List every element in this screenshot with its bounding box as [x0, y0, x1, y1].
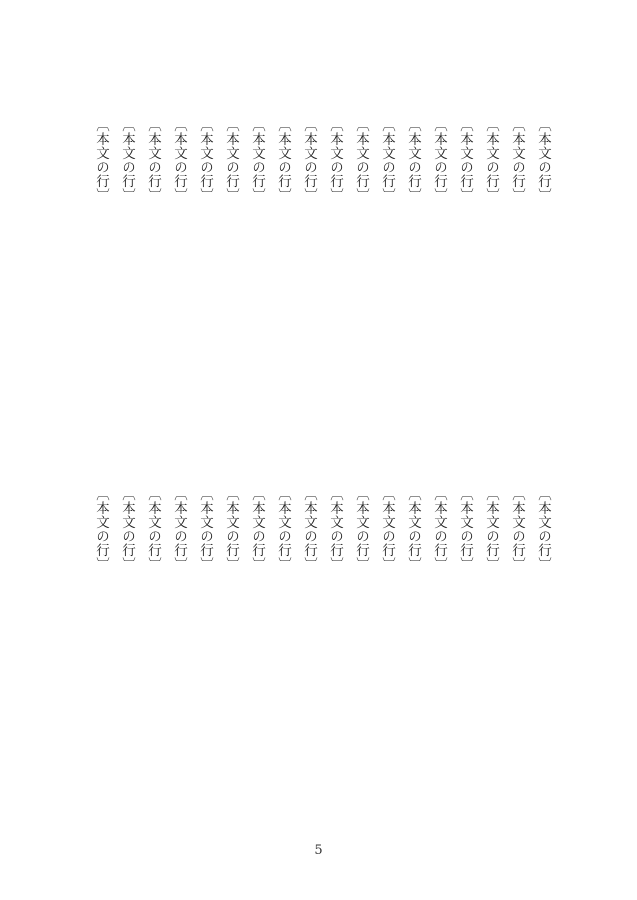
- text-line: 〔本文の行〕: [483, 118, 499, 202]
- text-line: 〔本文の行〕: [249, 118, 265, 202]
- text-line: 〔本文の行〕: [405, 487, 421, 571]
- text-line: 〔本文の行〕: [145, 118, 161, 202]
- text-line: 〔本文の行〕: [223, 487, 239, 571]
- text-line: 〔本文の行〕: [197, 118, 213, 202]
- text-line: 〔本文の行〕: [171, 118, 187, 202]
- text-line: 〔本文の行〕: [509, 118, 525, 202]
- text-line: 〔本文の行〕: [379, 118, 395, 202]
- text-line: 〔本文の行〕: [535, 118, 551, 202]
- text-line: 〔本文の行〕: [197, 487, 213, 571]
- text-line: 〔本文の行〕: [171, 487, 187, 571]
- text-line: 〔本文の行〕: [431, 118, 447, 202]
- text-line: 〔本文の行〕: [93, 118, 109, 202]
- text-line: 〔本文の行〕: [119, 487, 135, 571]
- text-line: 〔本文の行〕: [93, 487, 109, 571]
- text-line: 〔本文の行〕: [249, 487, 265, 571]
- text-line: 〔本文の行〕: [509, 487, 525, 571]
- text-line: 〔本文の行〕: [275, 487, 291, 571]
- page-number: 5: [314, 843, 323, 858]
- text-line: 〔本文の行〕: [301, 118, 317, 202]
- text-line: 〔本文の行〕: [353, 118, 369, 202]
- text-line: 〔本文の行〕: [301, 487, 317, 571]
- text-line: 〔本文の行〕: [457, 118, 473, 202]
- text-line: 〔本文の行〕: [353, 487, 369, 571]
- text-line: 〔本文の行〕: [223, 118, 239, 202]
- text-line: 〔本文の行〕: [535, 487, 551, 571]
- upper-text-column: [82, 118, 556, 450]
- lower-text-column: [82, 487, 556, 819]
- text-line: 〔本文の行〕: [457, 487, 473, 571]
- text-line: 〔本文の行〕: [483, 487, 499, 571]
- text-line: 〔本文の行〕: [431, 487, 447, 571]
- text-line: 〔本文の行〕: [405, 118, 421, 202]
- text-line: 〔本文の行〕: [327, 118, 343, 202]
- text-line: 〔本文の行〕: [275, 118, 291, 202]
- text-line: 〔本文の行〕: [119, 118, 135, 202]
- text-line: 〔本文の行〕: [327, 487, 343, 571]
- text-line: 〔本文の行〕: [145, 487, 161, 571]
- text-line: 〔本文の行〕: [379, 487, 395, 571]
